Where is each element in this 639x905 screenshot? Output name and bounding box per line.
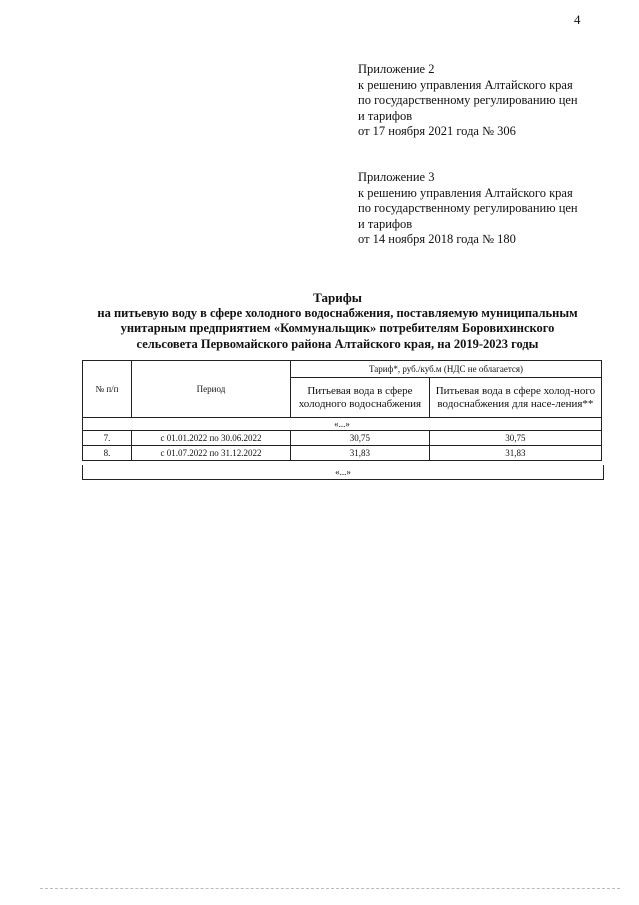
page-edge-line (40, 888, 620, 889)
cell-value-b: 31,83 (429, 446, 601, 461)
title-line: унитарным предприятием «Коммунальщик» потребителям Боровихинского (120, 321, 555, 335)
appendix-2-line: от 17 ноября 2021 года № 306 (358, 124, 516, 138)
table-bottom-ellipsis: «...» (82, 465, 604, 480)
page-number: 4 (574, 12, 581, 27)
appendix-3-line: от 14 ноября 2018 года № 180 (358, 232, 516, 246)
table-ellipsis: «...» (83, 418, 602, 431)
appendix-3-line: и тарифов (358, 216, 413, 231)
header-col-b: Питьевая вода в сфере холод-ного водоснабжения для насе-ления** (429, 378, 601, 418)
cell-value-a: 31,83 (291, 446, 430, 461)
appendix-3-block (358, 170, 618, 248)
title-main: Тарифы (313, 290, 362, 305)
appendix-3-line: Приложение 3 (358, 170, 435, 184)
header-col-a: Питьевая вода в сфере холодного водоснабжения (291, 378, 430, 418)
appendix-3-line: к решению управления Алтайского края (358, 185, 573, 200)
header-period: Период (132, 361, 291, 418)
header-num: № п/п (83, 361, 132, 418)
cell-value-a: 30,75 (291, 431, 430, 446)
appendix-2-line: Приложение 2 (358, 62, 435, 76)
tariff-table (82, 360, 602, 461)
appendix-2-line: по государственному регулированию цен (358, 93, 578, 107)
cell-value-b: 30,75 (429, 431, 601, 446)
appendix-2-line: и тарифов (358, 108, 413, 123)
title-line: сельсовета Первомайского района Алтайского края, на 2019-2023 годы (136, 336, 539, 351)
cell-period: с 01.01.2022 по 30.06.2022 (132, 431, 291, 446)
cell-num: 7. (83, 431, 132, 446)
table-row (83, 431, 602, 446)
appendix-3-line: по государственному регулированию цен (358, 201, 578, 215)
cell-period: с 01.07.2022 по 31.12.2022 (132, 446, 291, 461)
appendix-2-line: к решению управления Алтайского края (358, 77, 573, 92)
appendix-2-block (358, 62, 618, 140)
cell-num: 8. (83, 446, 132, 461)
document-title (60, 290, 615, 352)
table-row (83, 446, 602, 461)
title-line: на питьевую воду в сфере холодного водоснабжения, поставляемую муниципальным (97, 305, 578, 320)
header-tariff: Тариф*, руб./куб.м (НДС не облагается) (291, 361, 602, 378)
